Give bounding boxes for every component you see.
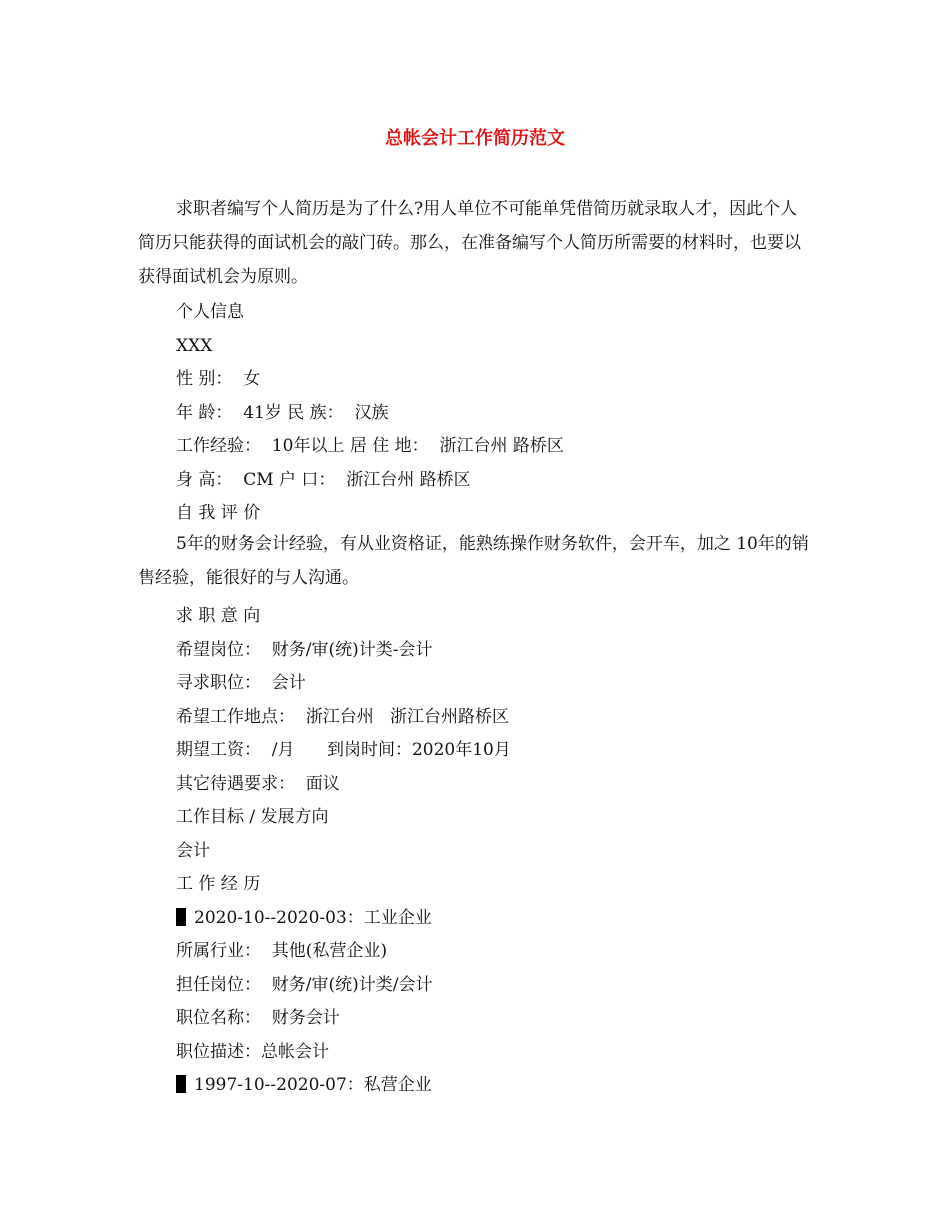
gender-field: 性 别： 女 bbox=[176, 369, 261, 389]
job-period-text: 2020-10--2020-03：工业企业 bbox=[194, 908, 432, 928]
job-period bbox=[176, 1074, 432, 1096]
seek-position: 寻求职位： 会计 bbox=[176, 673, 306, 693]
job-industry: 所属行业： 其他(私营企业) bbox=[176, 941, 388, 961]
bullet-marker bbox=[176, 1075, 186, 1093]
experience-field: 工作经验： 10年以上 居 住 地： 浙江台州 路桥区 bbox=[176, 436, 564, 456]
desired-location: 希望工作地点： 浙江台州 浙江台州路桥区 bbox=[176, 707, 510, 727]
document-title: 总帐会计工作简历范文 bbox=[385, 128, 565, 149]
personal-info-heading: 个人信息 bbox=[176, 302, 244, 322]
self-evaluation-heading: 自 我 评 价 bbox=[176, 503, 261, 523]
job-description: 职位描述：总帐会计 bbox=[176, 1042, 329, 1062]
job-title: 职位名称： 财务会计 bbox=[176, 1008, 340, 1028]
name-field: XXX bbox=[176, 336, 213, 356]
self-evaluation-text: 5年的财务会计经验，有从业资格证，能熟练操作财务软件，会开车，加之 10年的销售经验，能很好的与人沟通。 bbox=[138, 534, 809, 588]
work-history-heading: 工 作 经 历 bbox=[176, 874, 261, 894]
desired-position: 希望岗位： 财务/审(统)计类-会计 bbox=[176, 640, 433, 660]
job-intent-heading: 求 职 意 向 bbox=[176, 606, 261, 626]
height-field: 身 高： CM 户 口： 浙江台州 路桥区 bbox=[176, 470, 471, 490]
other-requirements: 其它待遇要求： 面议 bbox=[176, 774, 340, 794]
goal-text: 会计 bbox=[176, 841, 210, 861]
job-period-text: 1997-10--2020-07：私营企业 bbox=[194, 1075, 432, 1095]
age-field: 年 龄： 41岁 民 族： 汉族 bbox=[176, 403, 389, 423]
job-post: 担任岗位： 财务/审(统)计类/会计 bbox=[176, 975, 433, 995]
expected-salary: 期望工资： /月 到岗时间：2020年10月 bbox=[176, 740, 511, 760]
bullet-marker bbox=[176, 908, 186, 926]
goal-heading: 工作目标 / 发展方向 bbox=[176, 807, 329, 827]
intro-paragraph: 求职者编写个人简历是为了什么?用人单位不可能单凭借简历就录取人才，因此个人简历只能获得的面试机会的敲门砖。那么，在准备编写个人简历所需要的材料时，也要以获得面试机会为原则。 bbox=[138, 199, 801, 287]
job-period bbox=[176, 907, 432, 929]
